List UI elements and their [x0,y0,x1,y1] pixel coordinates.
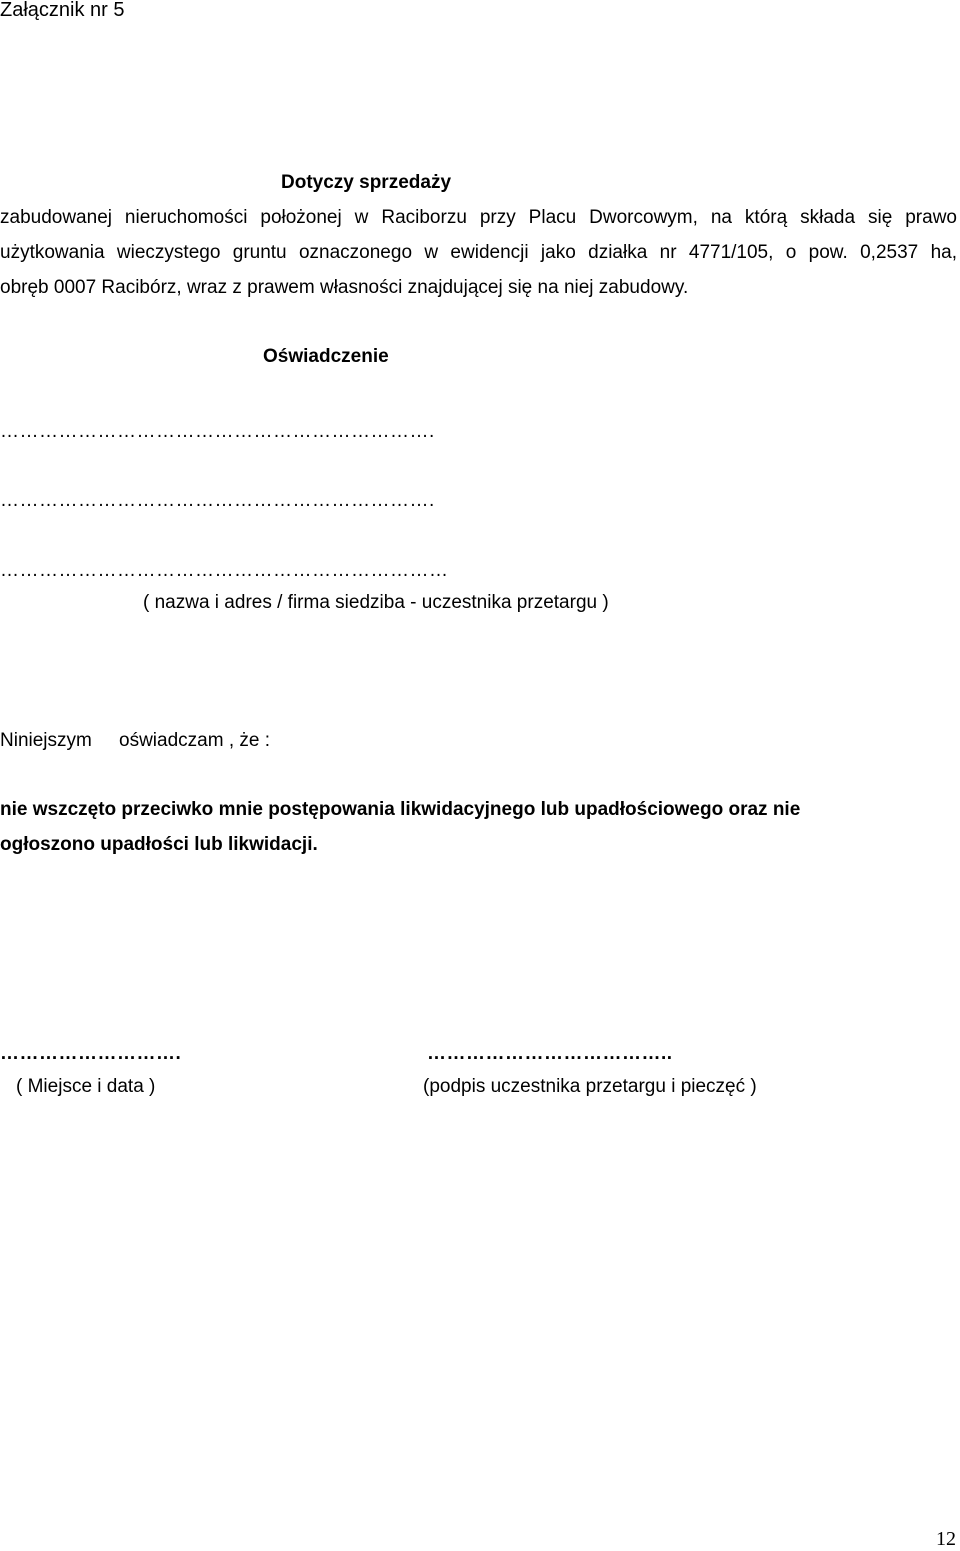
declaration-title: Oświadczenie [263,346,389,367]
place-date-label: ( Miejsce i data ) [16,1076,156,1097]
signature-dots: ……………………………….. [427,1043,673,1064]
intro-word: Niniejszym [0,730,92,751]
fill-line-2: …………………………………………………………. [0,490,435,511]
subject-line-2: użytkowania wieczystego gruntu oznaczonego w ewidencji jako działka nr 4771/105, o pow. 0,2537 ha, [0,242,957,263]
annex-label: Załącznik nr 5 [0,0,125,21]
participant-caption: ( nazwa i adres / firma siedziba - uczestnika przetargu ) [143,592,609,613]
signature-label: (podpis uczestnika przetargu i pieczęć ) [423,1076,757,1097]
subject-heading: Dotyczy sprzedaży [281,172,452,193]
fill-line-1: …………………………………………………………. [0,421,435,442]
subject-line-3: obręb 0007 Racibórz, wraz z prawem własności znajdującej się na niej zabudowy. [0,277,689,298]
place-date-dots: ………………………. [0,1043,182,1064]
subject-line-1: zabudowanej nieruchomości położonej w Raciborzu przy Placu Dworcowym, na którą składa się prawo [0,207,957,228]
intro-rest: oświadczam , że : [119,730,270,751]
page-number: 12 [936,1528,956,1550]
fill-line-3: …………………………………………………………… [0,560,449,581]
statement-line-2: ogłoszono upadłości lub likwidacji. [0,834,318,855]
statement-line-1: nie wszczęto przeciwko mnie postępowania likwidacyjnego lub upadłościowego oraz nie [0,799,801,820]
